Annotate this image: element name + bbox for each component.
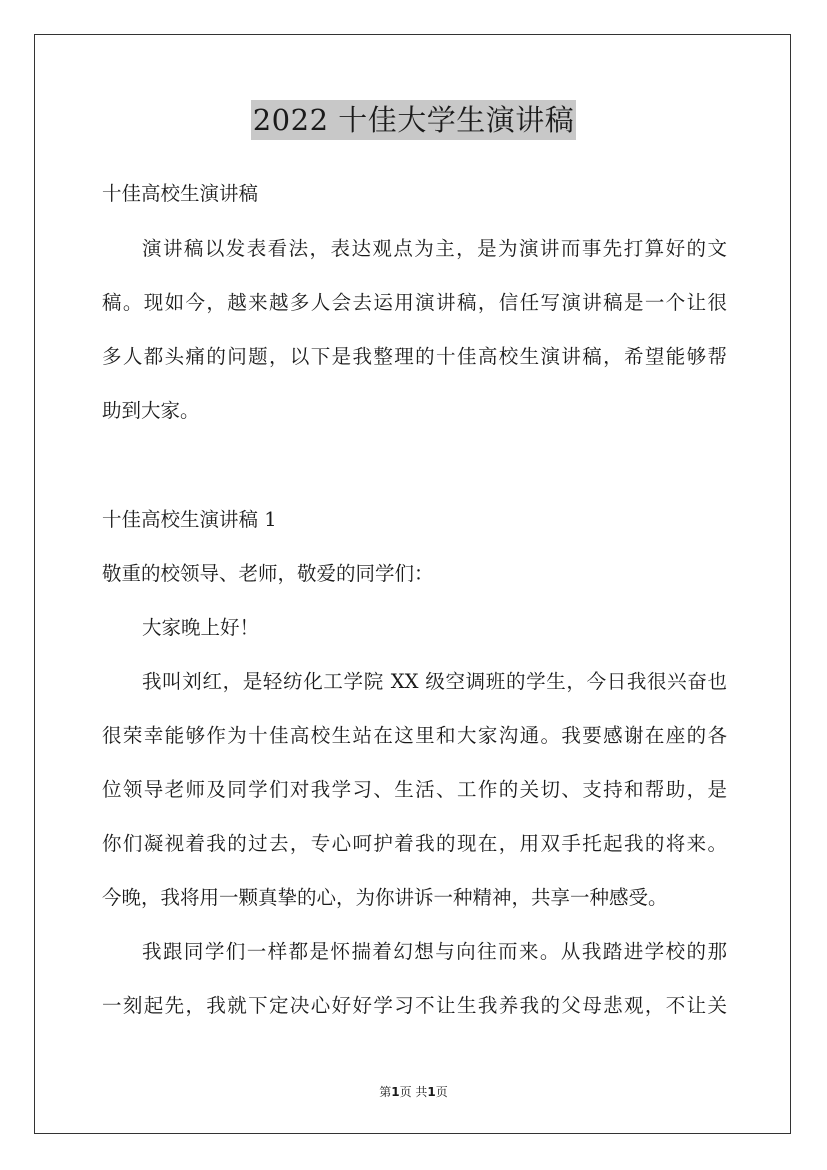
page-footer <box>0 1084 827 1100</box>
footer-page-total: 1 <box>427 1085 436 1099</box>
section-heading: 十佳高校生演讲稿 1 <box>102 508 277 531</box>
footer-page-number: 1 <box>391 1085 400 1099</box>
paragraph-line: 今晚，我将用一颗真挚的心，为你讲诉一种精神，共享一种感受。 <box>102 886 668 909</box>
paragraph-line: 我叫刘红，是轻纺化工学院 XX 级空调班的学生，今日我很兴奋也 <box>142 670 727 693</box>
paragraph-line: 一刻起先，我就下定决心好好学习不让生我养我的父母悲观，不让关 <box>102 994 727 1017</box>
salutation: 敬重的校领导、老师，敬爱的同学们： <box>102 562 434 585</box>
paragraph-line: 很荣幸能够作为十佳高校生站在这里和大家沟通。我要感谢在座的各 <box>102 724 727 747</box>
paragraph-line: 多人都头痛的问题，以下是我整理的十佳高校生演讲稿，希望能够帮 <box>102 345 727 368</box>
document-title: 2022 十佳大学生演讲稿 <box>251 100 577 140</box>
title-wrap <box>0 100 827 140</box>
footer-page-suffix: 页 <box>435 1085 448 1099</box>
paragraph-line: 我跟同学们一样都是怀揣着幻想与向往而来。从我踏进学校的那 <box>142 940 727 963</box>
footer-page-mid: 页 共 <box>399 1085 428 1099</box>
paragraph-line: 稿。现如今，越来越多人会去运用演讲稿，信任写演讲稿是一个让很 <box>102 291 727 314</box>
paragraph-line: 你们凝视着我的过去，专心呵护着我的现在，用双手托起我的将来。 <box>102 832 727 855</box>
footer-page-prefix: 第 <box>379 1085 392 1099</box>
paragraph-line: 演讲稿以发表看法，表达观点为主，是为演讲而事先打算好的文 <box>142 237 727 260</box>
greeting: 大家晚上好！ <box>142 616 260 639</box>
section-heading: 十佳高校生演讲稿 <box>102 182 259 205</box>
paragraph-line: 助到大家。 <box>102 399 200 422</box>
paragraph-line: 位领导老师及同学们对我学习、生活、工作的关切、支持和帮助，是 <box>102 778 727 801</box>
